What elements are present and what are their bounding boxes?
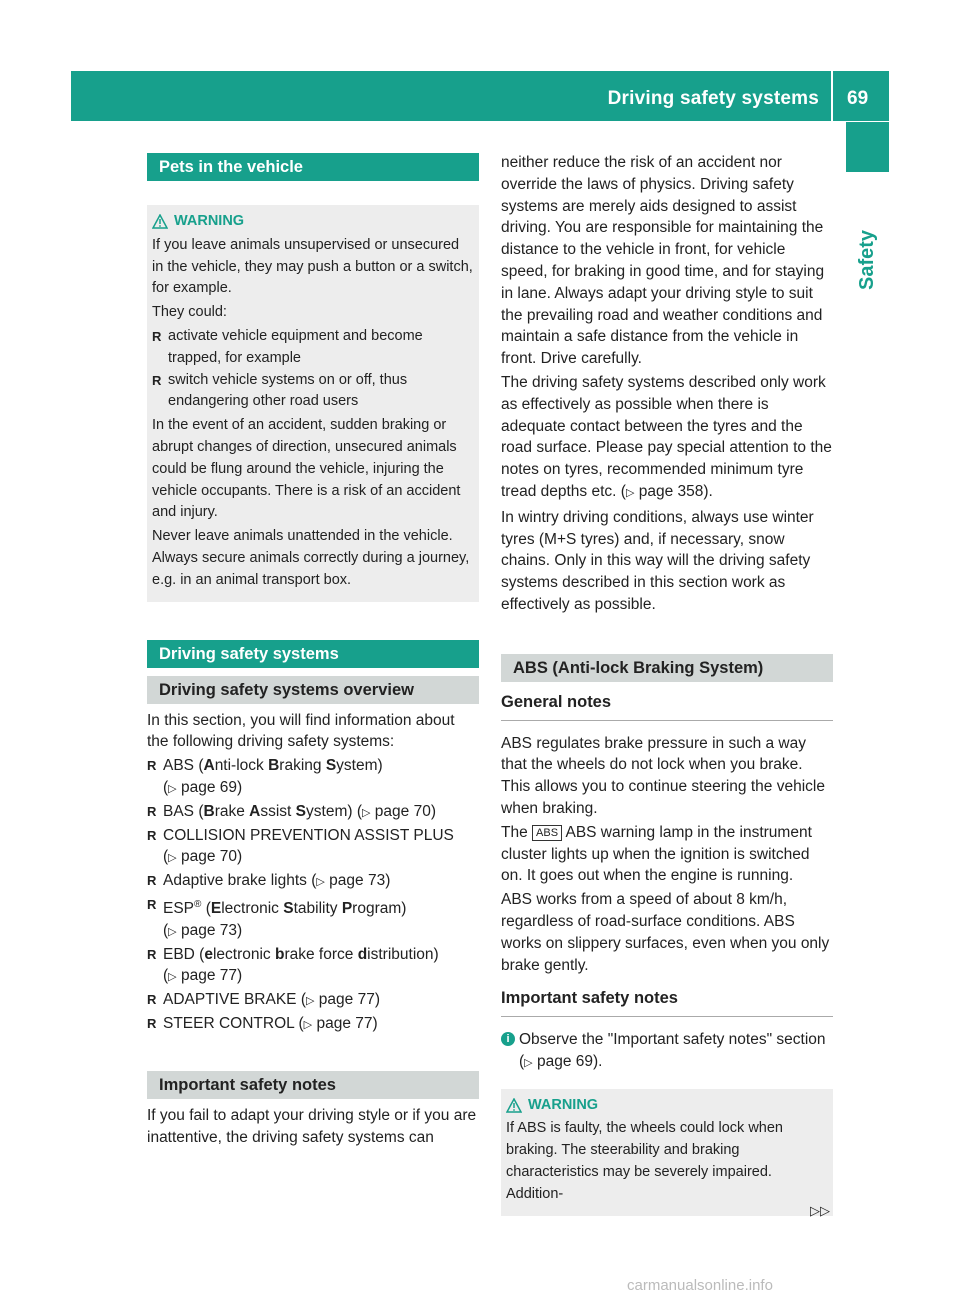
list-item: R Adaptive brake lights (▷ page 73) — [147, 870, 479, 894]
list-item: R EBD (electronic brake force distribution) (▷ page 77) — [147, 944, 479, 990]
warning-text: If you leave animals unsupervised or unsecured in the vehicle, they may push a button or a switch, for example. — [152, 236, 473, 297]
body-text: ABS regulates brake pressure in such a way that the wheels do not lock when you brake. This allows you to continue steering the vehicle when braking. — [501, 734, 825, 817]
warning-box-abs — [501, 1089, 833, 1216]
warning-header — [506, 1095, 827, 1117]
warning-text: Never leave animals unattended in the vehicle. Always secure animals correctly during a journey, e.g. in an animal transport box. — [152, 528, 470, 588]
warning-text: If ABS is faulty, the wheels could lock when braking. The steerability and braking characteristics may be severely impaired. Addition- — [506, 1120, 783, 1202]
systems-list — [147, 755, 479, 1037]
subsection-heading-overview: Driving safety systems overview — [147, 676, 479, 704]
page-ref-link[interactable]: page 70 — [180, 848, 237, 866]
warning-triangle-icon — [152, 214, 168, 229]
info-note: i Observe the "Important safety notes" section (▷ page 69). — [501, 1029, 833, 1075]
subheading-important-safety-notes: Important safety notes — [501, 988, 833, 1017]
page-ref-link[interactable]: page 73 — [180, 921, 237, 939]
page-ref-link[interactable]: page 69 — [180, 778, 237, 796]
side-tab-label: Safety — [855, 229, 878, 291]
subsection-heading-important: Important safety notes — [147, 1071, 479, 1099]
list-item: R BAS (Brake Assist System) (▷ page 70) — [147, 801, 479, 825]
section-heading-abs: ABS (Anti-lock Braking System) — [501, 654, 833, 682]
list-item: R ABS (Anti-lock Braking System) (▷ page 69) — [147, 755, 479, 801]
header-divider — [831, 71, 833, 121]
list-item: R ESP® (Electronic Stability Program) (▷ page 73) — [147, 894, 479, 944]
body-text: neither reduce the risk of an accident nor override the laws of physics. Driving safety systems are merely aids designed to assist driving. You are responsible for maintaining the distance to the vehicle in front, for vehicle speed, for braking in good time, and for staying in lane. Always adapt your driving style to suit the prevailing road and weather conditions and maintain a safe distance from the vehicle in front. Drive carefully. — [501, 154, 825, 368]
page-ref-link[interactable]: page 77 — [316, 1015, 373, 1033]
bullet-text: switch vehicle systems on or off, thus endangering other road users — [168, 371, 408, 410]
abs-warning-lamp-icon: ABS — [532, 825, 562, 841]
page-ref-link[interactable]: page 73 — [329, 872, 386, 890]
section-heading-pets: Pets in the vehicle — [147, 153, 479, 181]
right-column — [501, 152, 833, 1216]
page-ref-link[interactable]: page 77 — [318, 991, 375, 1009]
page-ref-link[interactable]: page 70 — [374, 802, 431, 820]
watermark: carmanualsonline.info — [627, 1277, 773, 1294]
bullet-text: activate vehicle equipment and become trapped, for example — [168, 327, 423, 366]
subheading-general-notes: General notes — [501, 692, 833, 721]
body-text: The ABS ABS warning lamp in the instrument cluster lights up when the ignition is switched on. It goes out when the engine is running. — [501, 823, 812, 885]
list-item: R ADAPTIVE BRAKE (▷ page 77) — [147, 989, 479, 1013]
side-tab — [846, 180, 889, 340]
warning-text: They could: — [152, 304, 227, 321]
header-title: Driving safety systems — [607, 88, 819, 109]
page-header — [71, 71, 889, 121]
body-text: If you fail to adapt your driving style or if you are inattentive, the driving safety systems can — [147, 1106, 477, 1146]
body-text: In wintry driving conditions, always use winter tyres (M+S tyres) and, if necessary, snow chains. Only in this way will the driving safety systems described in this section work as effectively as possible. — [501, 508, 814, 613]
page-ref-link[interactable]: page 77 — [180, 967, 237, 985]
left-column — [147, 153, 479, 1150]
warning-bullet — [152, 326, 473, 370]
page-ref-link[interactable]: page 69 — [536, 1052, 593, 1070]
warning-label: WARNING — [528, 1096, 599, 1113]
continue-icon: ▷▷ — [810, 1203, 830, 1218]
page-ref-link[interactable]: page 358 — [638, 482, 704, 500]
warning-triangle-icon — [506, 1098, 522, 1113]
overview-intro: In this section, you will find information about the following driving safety systems: — [147, 711, 455, 751]
side-tab-marker — [846, 122, 889, 172]
body-text: ABS works from a speed of about 8 km/h, regardless of road-surface conditions. ABS works on slippery surfaces, even when you only brake gently. — [501, 891, 830, 974]
list-item: R COLLISION PREVENTION ASSIST PLUS (▷ page 70) — [147, 825, 479, 871]
warning-bullet — [152, 370, 473, 414]
page-number: 69 — [847, 88, 869, 109]
list-item: R STEER CONTROL (▷ page 77) — [147, 1013, 479, 1037]
warning-text: In the event of an accident, sudden braking or abrupt changes of direction, unsecured animals could be flung around the vehicle, injuring the vehicle occupants. There is a risk of an accident and injury. — [152, 417, 461, 521]
warning-header — [152, 211, 473, 233]
warning-label: WARNING — [174, 213, 245, 229]
warning-box-pets — [147, 205, 479, 602]
body-text: The driving safety systems described only work as effectively as possible when there is adequate contact between the tyres and the road surface. Please pay special attention to the notes on tyres, recommended minimum tyre tread depths etc. (▷ page 358). — [501, 373, 832, 500]
info-icon: i — [501, 1032, 515, 1046]
section-heading-dss: Driving safety systems — [147, 640, 479, 668]
